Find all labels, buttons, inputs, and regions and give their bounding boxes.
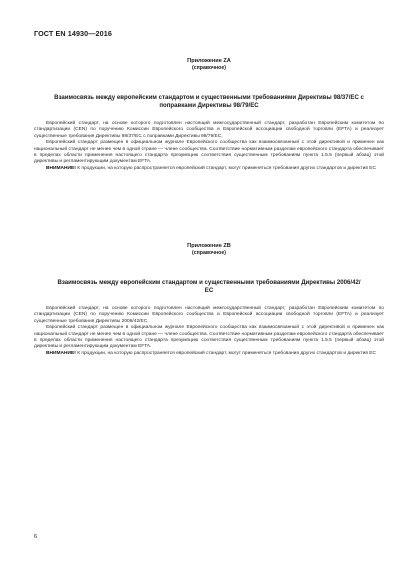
annex-za-title: Приложение ZA: [187, 58, 231, 64]
annex-zb-warning-label: ВНИМАНИЕ!: [46, 350, 76, 356]
annex-zb-paragraph-2: Европейский стандарт размещен в официальном журнале Европейского сообщества как взаимосвязанный с этой директивой и применен как национальный стандарт не менее чем в одной стране — члене сообщества. Соответствие нормативным разделам европейского стандарта обеспечивает в пределах области применения настоящего стандарта презумпцию соответствия существенным требованиям пункта 1.5.5 (первый абзац) этой директивы и регламентирующим документам EFTA.: [34, 325, 384, 350]
annex-zb-warning-text: К продукции, на которую распространяется европейский стандарт, могут применяться требования других стандартов и директив ЕС: [75, 350, 377, 356]
document-code-header: ГОСТ EN 14930—2016: [34, 29, 112, 38]
page-number: 6: [34, 534, 38, 540]
annex-zb-warning: [34, 351, 384, 357]
annex-za-heading: Взаимосвязь между европейским стандартом и существенными требованиями Директивы 98/37/ЕС с поправками Директивы 98/79/ЕС: [54, 94, 364, 109]
annex-zb-body: [34, 306, 384, 357]
annex-za-warning-label: ВНИМАНИЕ!: [46, 165, 76, 171]
annex-zb-heading: Взаимосвязь между европейским стандартом и существенными требованиями Директивы 2006/42/ЕС: [57, 279, 361, 294]
annex-za-paragraph-1: Европейский стандарт, на основе которого подготовлен настоящий межгосударственный стандарт, разработан Европейским комитетом по стандартизации (CEN) по поручению Комиссии Европейского сообщества и Европейской ассоциации свободной торговли (EFTA) и реализует существенные требования Директивы 98/37/ЕС с поправками Директивы 98/79/ЕС.: [34, 121, 384, 139]
annex-zb-section: [34, 243, 384, 357]
annex-zb-title: Приложение ZB: [187, 243, 231, 249]
annex-za-warning: [34, 166, 384, 172]
annex-zb-subtitle: (справочное): [192, 250, 226, 256]
annex-za-warning-text: К продукции, на которую распространяется европейский стандарт, могут применяться требования других стандартов и директив ЕС: [75, 165, 377, 171]
annex-za-paragraph-2: Европейский стандарт размещен в официальном журнале Европейского сообщества как взаимосвязанный с этой директивой и применен как национальный стандарт не менее чем в одной стране — члене сообщества. Соответствие нормативным разделам европейского стандарта обеспечивает в пределах области применения настоящего стандарта презумпцию соответствия существенным требованиям пункта 1.5.5 (первый абзац) этой директивы и регламентирующим документам EFTA.: [34, 140, 384, 165]
annex-za-subtitle: (справочное): [192, 65, 226, 71]
annex-zb-paragraph-1: Европейский стандарт, на основе которого подготовлен настоящий межгосударственный стандарт, разработан Европейским комитетом по стандартизации (CEN) по поручению Комиссии Европейского сообщества и Европейской ассоциации свободной торговли (EFTA) и реализует существенные требования Директивы 2006/42/ЕС.: [34, 306, 384, 324]
annex-za-body: [34, 121, 384, 172]
annex-za-section: [34, 58, 384, 172]
